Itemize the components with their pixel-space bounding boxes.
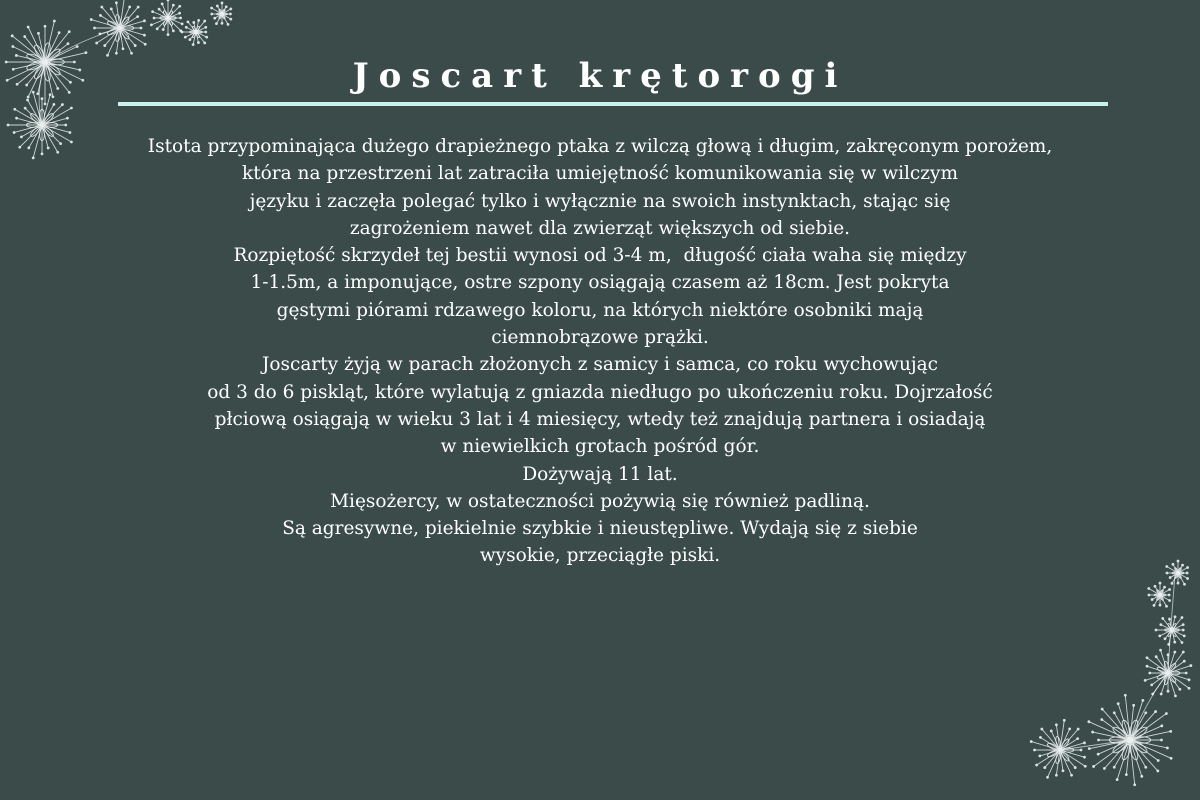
text-line: Rozpiętość skrzydeł tej bestii wynosi od 3-4 m, długość ciała waha się między — [233, 245, 967, 267]
description-text — [60, 133, 1140, 570]
text-line: od 3 do 6 piskląt, które wylatują z gniazda niedługo po ukończeniu roku. Dojrzałość — [207, 381, 993, 403]
text-line: w niewielkich grotach pośród gór. — [440, 436, 760, 458]
dandelion-flower-icon — [1147, 582, 1171, 608]
text-line: 1-1.5m, a imponujące, ostre szpony osiągają czasem aż 18cm. Jest pokryta — [250, 272, 950, 294]
dandelion-flower-icon — [1165, 560, 1189, 586]
text-line: Mięsożercy, w ostateczności pożywią się również padliną. — [330, 490, 870, 512]
text-line: płciową osiągają w wieku 3 lat i 4 miesięcy, wtedy też znajdują partnera i osiadają — [214, 408, 986, 430]
dandelion-ornament-bottom-right — [1000, 545, 1200, 800]
dandelion-flower-icon — [181, 19, 209, 46]
page-title: Joscart krętorogi — [352, 56, 848, 96]
dandelion-flower-icon — [90, 0, 147, 57]
text-line: zagrożeniem nawet dla zwierząt większych od siebie. — [349, 217, 851, 239]
title-underline — [118, 102, 1108, 106]
text-line: wysokie, przeciągłe piski. — [479, 545, 721, 567]
dandelion-flower-icon — [1087, 694, 1172, 786]
text-line: Są agresywne, piekielnie szybkie i nieustępliwe. Wydają się z siebie — [282, 518, 918, 540]
text-line: ciemnobrązowe prążki. — [491, 327, 709, 349]
text-line: która na przestrzeni lat zatraciła umiejętność komunikowania się w wilczym — [242, 163, 958, 185]
text-line: Istota przypominająca dużego drapieżnego ptaka z wilczą głową i długim, zakręconym porożem, — [147, 136, 1053, 157]
dandelion-flower-icon — [150, 0, 184, 36]
dandelion-flower-icon — [1144, 649, 1193, 698]
dandelion-flower-icon — [210, 2, 232, 26]
text-line: Dożywają 11 lat. — [522, 463, 678, 485]
text-line: Joscarty żyją w parach złożonych z samicy i samca, co roku wychowując — [261, 354, 939, 376]
text-line: gęstymi piórami rdzawego koloru, na których niektóre osobniki mają — [276, 299, 924, 321]
dandelion-flower-icon — [1030, 719, 1087, 779]
text-line: języku i zaczęła polegać tylko i wyłącznie na swoich instynktach, stając się — [249, 190, 951, 212]
